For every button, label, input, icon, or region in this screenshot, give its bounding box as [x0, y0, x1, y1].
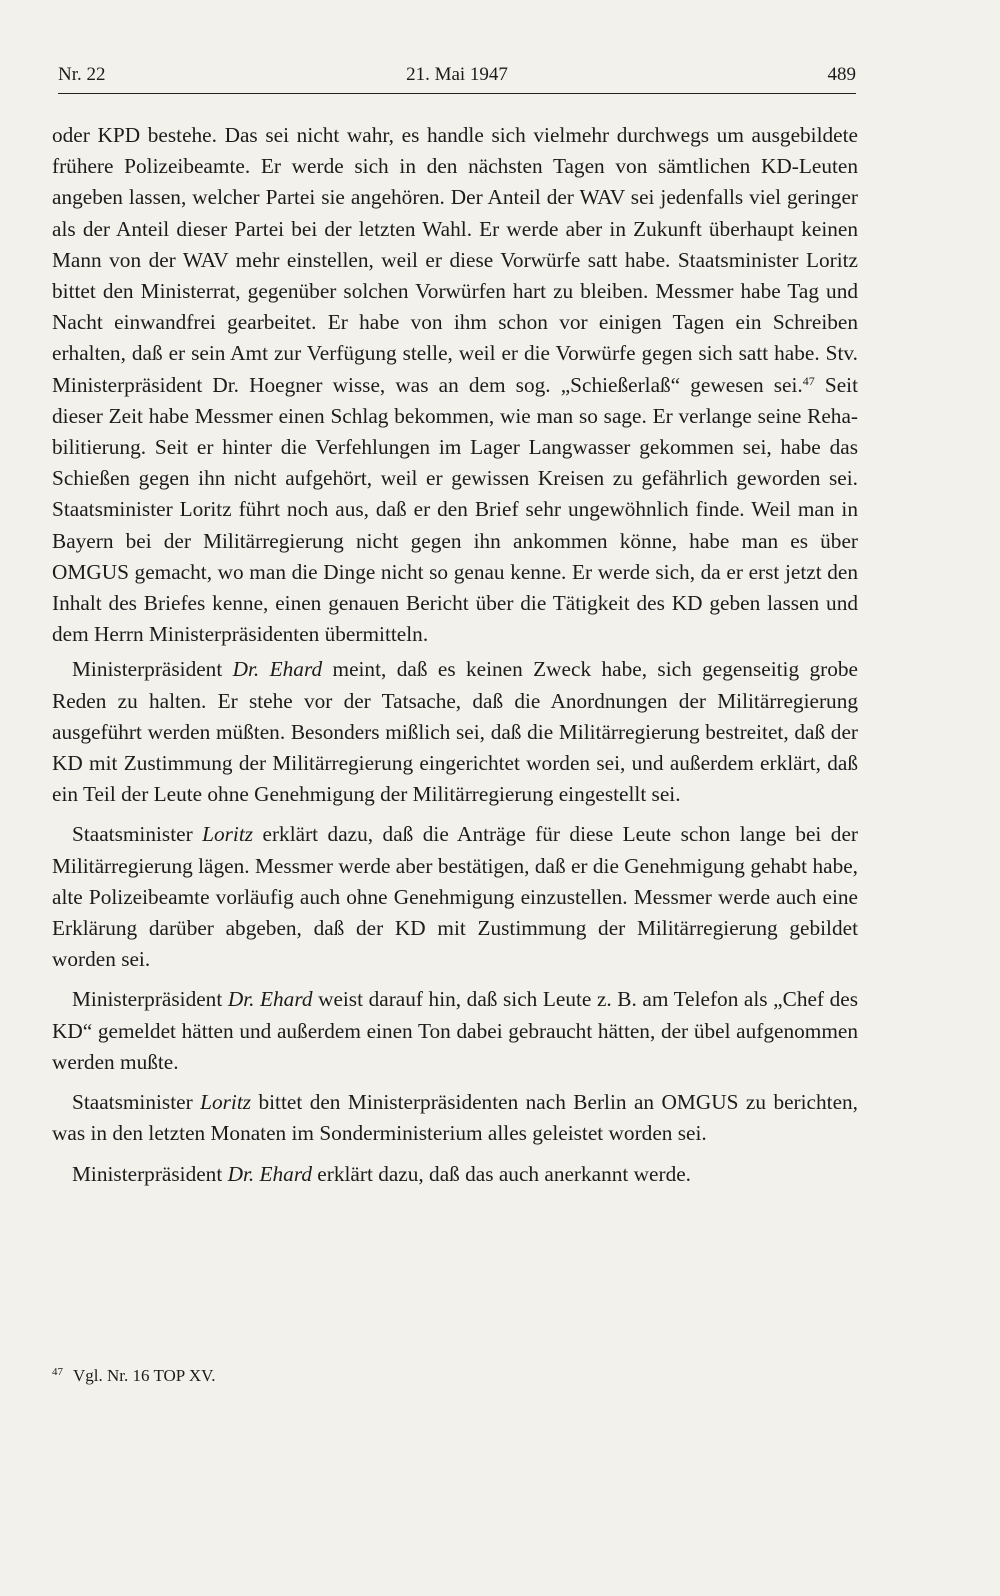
paragraph-text: oder KPD bestehe. Das sei nicht wahr, es handle sich vielmehr durchwegs um ausgebildete frühere Polizeibeamte. Er werde sich in den nächsten Tagen von sämtlichen KD-Leuten angeben lassen, welcher Partei sie angehören. Der Anteil der WAV sei jedenfalls viel geringer als der Anteil dieser Partei bei der letzten Wahl. Er werde aber in Zukunft überhaupt keinen Mann von der WAV mehr einstellen, weil er diese Vorwürfe satt habe. Staatsminister Loritz bittet den Ministerrat, gegenüber solchen Vorwürfen hart zu bleiben. Messmer habe Tag und Nacht einwandfrei gearbeitet. Er habe von ihm schon vor einigen Tagen ein Schreiben erhalten, daß er sein Amt zur Verfügung stelle, weil er die Vorwürfe gegen sich satt habe. Stv. Ministerpräsident Dr. Hoegner wisse, was an dem sog. „Schießerlaß“ gewesen sei.: [52, 123, 858, 397]
page-number: 489: [827, 64, 856, 85]
paragraph-text: erklärt dazu, daß die Anträge für diese Leute schon lange bei der Militärregierung lägen. Messmer werde aber bestätigen, daß er die Genehmigung gehabt habe, alte Polizeibeamte vorläufig auch ohne Genehmigung einzustellen. Messmer werde auch eine Erklärung darüber abgeben, daß der KD mit Zustimmung der Militärregierung gebildet worden sei.: [52, 822, 858, 972]
paragraph-text: Seit dieser Zeit habe Messmer einen Schlag bekommen, wie man so sage. Er verlange seine Rehabilitierung. Seit er hinter die Verfehlungen im Lager Langwasser gekommen sei, habe das Schießen gegen ihn nicht aufgehört, weil er gewissen Kreisen zu gefährlich geworden sei. Staatsminister Loritz führt noch aus, daß er den Brief sehr ungewöhnlich finde. Weil man in Bayern bei der Militärregierung nicht gegen ihn ankommen könne, habe man es über OMGUS gemacht, wo man die Dinge nicht so genau kenne. Er werde sich, da er erst jetzt den Inhalt des Briefes kenne, einen genauen Bericht über die Tätigkeit des KD geben lassen und dem Herrn Ministerpräsidenten übermitteln.: [52, 372, 858, 647]
paragraph: [52, 654, 858, 810]
speaker-name: Dr. Ehard: [227, 987, 313, 1012]
speaker-name: Dr. Ehard: [232, 657, 323, 682]
paragraph-text: Staatsminister: [72, 822, 203, 847]
header-date: 21. Mai 1947: [406, 64, 508, 85]
paragraph-text: Ministerpräsident: [72, 1161, 228, 1186]
paragraph: [52, 1159, 858, 1190]
paragraph: [52, 120, 858, 650]
paragraph: [52, 984, 858, 1078]
paragraph-text: bittet den Ministerpräsidenten nach Berlin an OMGUS zu berichten, was in den letzten Monaten im Sonderministerium alles geleistet worden sei.: [52, 1090, 858, 1146]
speaker-name: Loritz: [202, 822, 254, 847]
speaker-name: Dr. Ehard: [227, 1161, 312, 1186]
paragraph-text: Ministerpräsident: [72, 987, 228, 1012]
footnote-number: 47: [52, 1366, 63, 1378]
footnote: [52, 1364, 858, 1388]
header-rule: [58, 93, 856, 94]
paragraph-text: Ministerpräsident: [72, 657, 233, 682]
body-text: [52, 120, 858, 1199]
footnote-reference: 47: [802, 373, 815, 388]
paragraph: [52, 819, 858, 975]
paragraph-text: Staatsminister: [72, 1090, 201, 1115]
paragraph-text: erklärt dazu, daß das auch anerkannt werde.: [311, 1161, 692, 1186]
page-header: [58, 62, 856, 88]
issue-number: Nr. 22: [58, 64, 106, 85]
paragraph: [52, 1087, 858, 1149]
speaker-name: Loritz: [200, 1090, 252, 1115]
footnote-text: Vgl. Nr. 16 TOP XV.: [73, 1366, 216, 1385]
paragraph-text: weist darauf hin, daß sich Leute z. B. am Telefon als „Chef des KD“ gemeldet hätten und außerdem einen Ton dabei gebraucht hätten, der übel aufgenommen werden mußte.: [52, 987, 858, 1074]
paragraph-text: meint, daß es keinen Zweck habe, sich gegenseitig grobe Reden zu halten. Er stehe vor der Tatsache, daß die Anordnungen der Militärregierung ausgeführt werden müßten. Besonders mißlich sei, daß die Militärregierung bestreitet, daß der KD mit Zustimmung der Militärregierung eingerichtet worden sei, und außerdem erklärt, daß ein Teil der Leute ohne Genehmigung der Militärregierung eingestellt sei.: [52, 657, 858, 807]
